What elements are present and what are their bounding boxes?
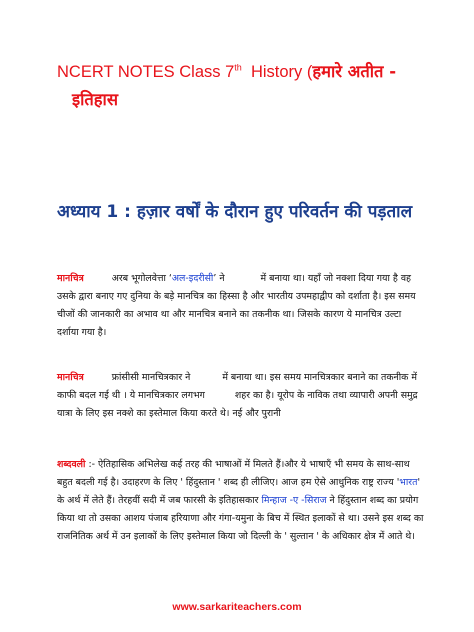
title-line-2: इतिहास: [72, 90, 118, 109]
page-title: [57, 58, 457, 114]
paragraph-text: :- ऐतिहासिक अभिलेख कई तरह की भाषाओं में मिलते हैं।और ये भाषाएँ भी समय के साथ-साथ बहुत बदली गई है। उदाहरण के लिए ' हिंदुस्तान ' शब्द ही लीजिए। आज हम ऐसे आधुनिक राष्ट्र राज्य ': [57, 459, 410, 488]
highlighted-name: अल-इदरीसी: [171, 273, 214, 284]
highlighted-name: मिन्हाज -ए -सिराज: [261, 495, 327, 506]
paragraph-text: ’ ने: [213, 273, 225, 284]
chapter-title: अध्याय 1 : हज़ार वर्षों के दौरान हुए परिवर्तन की पड़ताल: [57, 202, 413, 222]
paragraph-vocabulary: [57, 456, 425, 546]
highlighted-term: भारत: [399, 477, 418, 488]
title-superscript: th: [234, 62, 242, 73]
title-english: NCERT NOTES Class 7: [57, 63, 235, 81]
paragraph-label: शब्दवली: [57, 459, 86, 470]
title-subject: History (: [241, 63, 313, 81]
paragraph-map-1: [57, 270, 425, 342]
paragraph-text: में बनाया था। यहाँ जो नक्शा दिया गया है वह उसके द्वारा बनाए गए दुनिया के बड़े मानचित्र का हिस्सा है और भारतीय उपमहाद्वीप को दर्शाता है। इस समय चीजों की जानकारी का अभाव था और मानचित्र बनाने का तकनीक था। जिसके कारण ये मानचित्र उल्टा दर्शाया गया है।: [57, 273, 416, 338]
paragraph-text: फ्रांसीसी मानचित्रकार ने: [111, 372, 191, 383]
paragraph-text: में बनाया था। इस समय मानचित्रकार बनाने का तकनीक में काफी बदल गई थी । ये मानचित्रकार लगभग: [57, 372, 417, 401]
paragraph-label: मानचित्र: [57, 372, 84, 383]
paragraph-text: ' के अर्थ में लेते हैं। तेरहवीं सदी में जब फारसी के इतिहासकार: [57, 477, 421, 506]
paragraph-map-2: [57, 369, 425, 423]
paragraph-label: मानचित्र: [57, 273, 84, 284]
title-hindi: हमारे अतीत -: [312, 62, 397, 81]
paragraph-text: शहर का है। यूरोप के नाविक तथा व्यापारी अपनी समुद्र यात्रा के लिए इस नक्शे का इस्तेमाल किया करते थे। नई और पुरानी: [57, 390, 418, 419]
footer-website[interactable]: www.sarkariteachers.com: [172, 601, 302, 613]
paragraph-text: ने हिंदुस्तान शब्द का प्रयोग किया था तो उसका आशय पंजाब हरियाणा और गंगा-यमुना के बिच में स्थित इलाकों से था। उसने इस शब्द का राजनितिक अर्थ में उन इलाकों के लिए इस्तेमाल किया जो दिल्ली के ' सुल्तान ' के अधिकार क्षेत्र में आते थे।: [57, 495, 424, 542]
paragraph-text: अरब भूगोलवेत्ता ‘: [111, 273, 172, 284]
